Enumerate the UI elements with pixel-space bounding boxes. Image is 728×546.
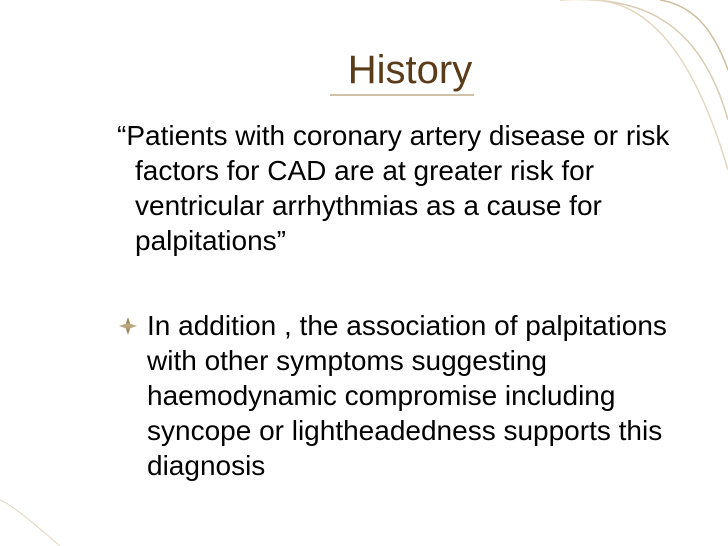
title-underline: [330, 94, 474, 96]
bullet-text: In addition , the association of palpitations with other symptoms suggesting haemodynamic compromise including syncope or lightheadedness supports this diagnosis: [147, 310, 667, 481]
quote-paragraph: “Patients with coronary artery disease or risk factors for CAD are at greater risk for ventricular arrhythmias as a cause for palpitations”: [117, 120, 670, 256]
bullet-item: [117, 308, 707, 483]
slide-title: History: [347, 48, 473, 92]
diamond-bullet-icon: [117, 308, 147, 343]
